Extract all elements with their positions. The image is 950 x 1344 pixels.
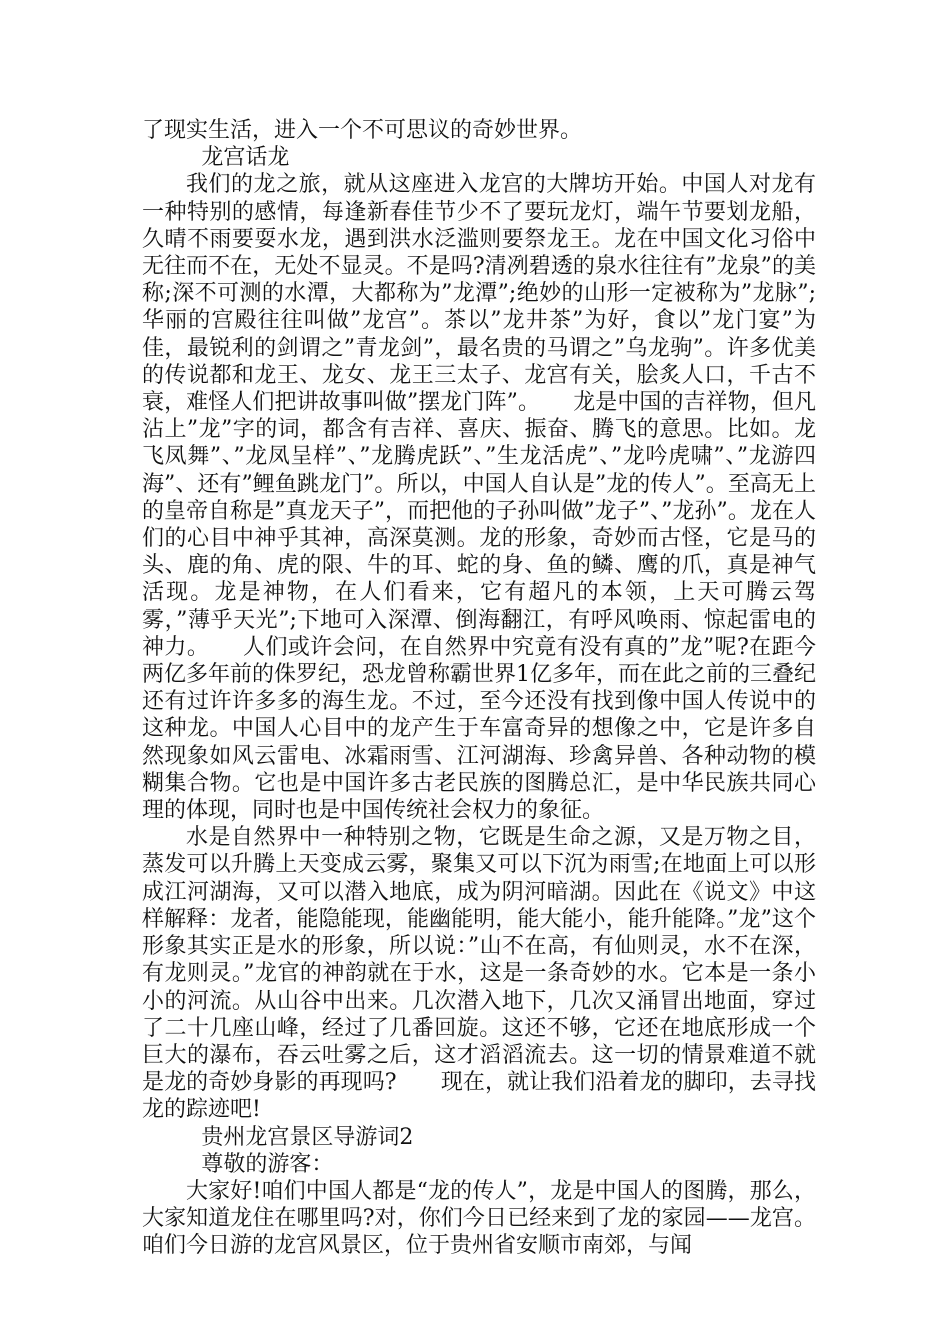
paragraph-welcome: 大家好!咱们中国人都是“龙的传人”，龙是中国人的图腾，那么，大家知道龙住在哪里吗?对，你们今日已经来到了龙的家园——龙宫。咱们今日游的龙宫风景区，位于贵州省安顺市南郊，与闻: [142, 1178, 816, 1259]
paragraph-continuation: 了现实生活，进入一个不可思议的奇妙世界。: [142, 118, 583, 143]
greeting-line: 尊敬的游客：: [201, 1151, 334, 1177]
section-heading-dragon-palace-talk: 龙宫话龙: [201, 145, 290, 171]
document-page: [142, 117, 816, 1260]
section-heading-guide-speech-2: 贵州龙宫景区导游词2: [201, 1124, 414, 1150]
paragraph-dragon-culture: 我们的龙之旅，就从这座进入龙宫的大牌坊开始。中国人对龙有一种特别的感情，每逢新春佳节少不了要玩龙灯，端午节要划龙船，久晴不雨要耍水龙，遇到洪水泛滥则要祭龙王。龙在中国文化习俗中无往而不在，无处不显灵。不是吗?清冽碧透的泉水往往有”龙泉”的美称;深不可测的水潭，大都称为”龙潭”;绝妙的山形一定被称为”龙脉”;华丽的宫殿往往叫做”龙宫”。茶以”龙井茶”为好，食以”龙门宴”为佳，最锐利的剑谓之”青龙剑”，最名贵的马谓之”乌龙驹”。许多优美的传说都和龙王、龙女、龙王三太子、龙宫有关，脍炙人口，千古不衰，难怪人们把讲故事叫做”摆龙门阵”。 龙是中国的吉祥物，但凡沾上”龙”字的词，都含有吉祥、喜庆、振奋、腾飞的意思。比如。龙飞凤舞”、”龙凤呈样”、”龙腾虎跃”、”生龙活虎”、”龙吟虎啸”、”龙游四海”、还有”鲤鱼跳龙门”。所以，中国人自认是”龙的传人”。至高无上的皇帝自称是”真龙天子”，而把他的子孙叫做”龙子”、”龙孙”。龙在人们的心目中神乎其神，高深莫测。龙的形象，奇妙而古怪，它是马的头、鹿的角、虎的限、牛的耳、蛇的身、鱼的鳞、鹰的爪，真是神气活现。龙是神物，在人们看来，它有超凡的本领，上天可腾云驾雾，”薄乎天光”;下地可入深潭、倒海翻江，有呼风唤雨、惊起雷电的神力。 人们或许会问，在自然界中究竟有没有真的”龙”呢?在距今两亿多年前的侏罗纪，恐龙曾称霸世界1亿多年，而在此之前的三叠纪还有过许许多多的海生龙。不过，至今还没有找到像中国人传说中的这种龙。中国人心目中的龙产生于车富奇异的想像之中，它是许多自然现象如风云雷电、冰霜雨雪、江河湖海、珍禽异兽、各种动物的模糊集合物。它也是中国许多古老民族的图腾总汇，是中华民族共同心理的体现，同时也是中国传统社会权力的象征。: [142, 172, 816, 824]
paragraph-water-and-dragon: 水是自然界中一种特别之物，它既是生命之源，又是万物之目，蒸发可以升腾上天变成云雾，聚集又可以下沉为雨雪;在地面上可以形成江河湖海，又可以潜入地底，成为阴河暗湖。因此在《说文》中这样解释：龙者，能隐能现，能幽能明，能大能小，能升能降。”龙”这个形象其实正是水的形象，所以说：”山不在高，有仙则灵，水不在深，有龙则灵。”龙官的神韵就在于水，这是一条奇妙的水。它本是一条小小的河流。从山谷中出来。几次潜入地下，几次又涌冒出地面，穿过了二十几座山峰，经过了几番回旋。这还不够，它还在地底形成一个巨大的瀑布，吞云吐雾之后，这才滔滔流去。这一切的情景难道不就是龙的奇妙身影的再现吗? 现在，就让我们沿着龙的脚印，去寻找龙的踪迹吧!: [142, 825, 816, 1123]
